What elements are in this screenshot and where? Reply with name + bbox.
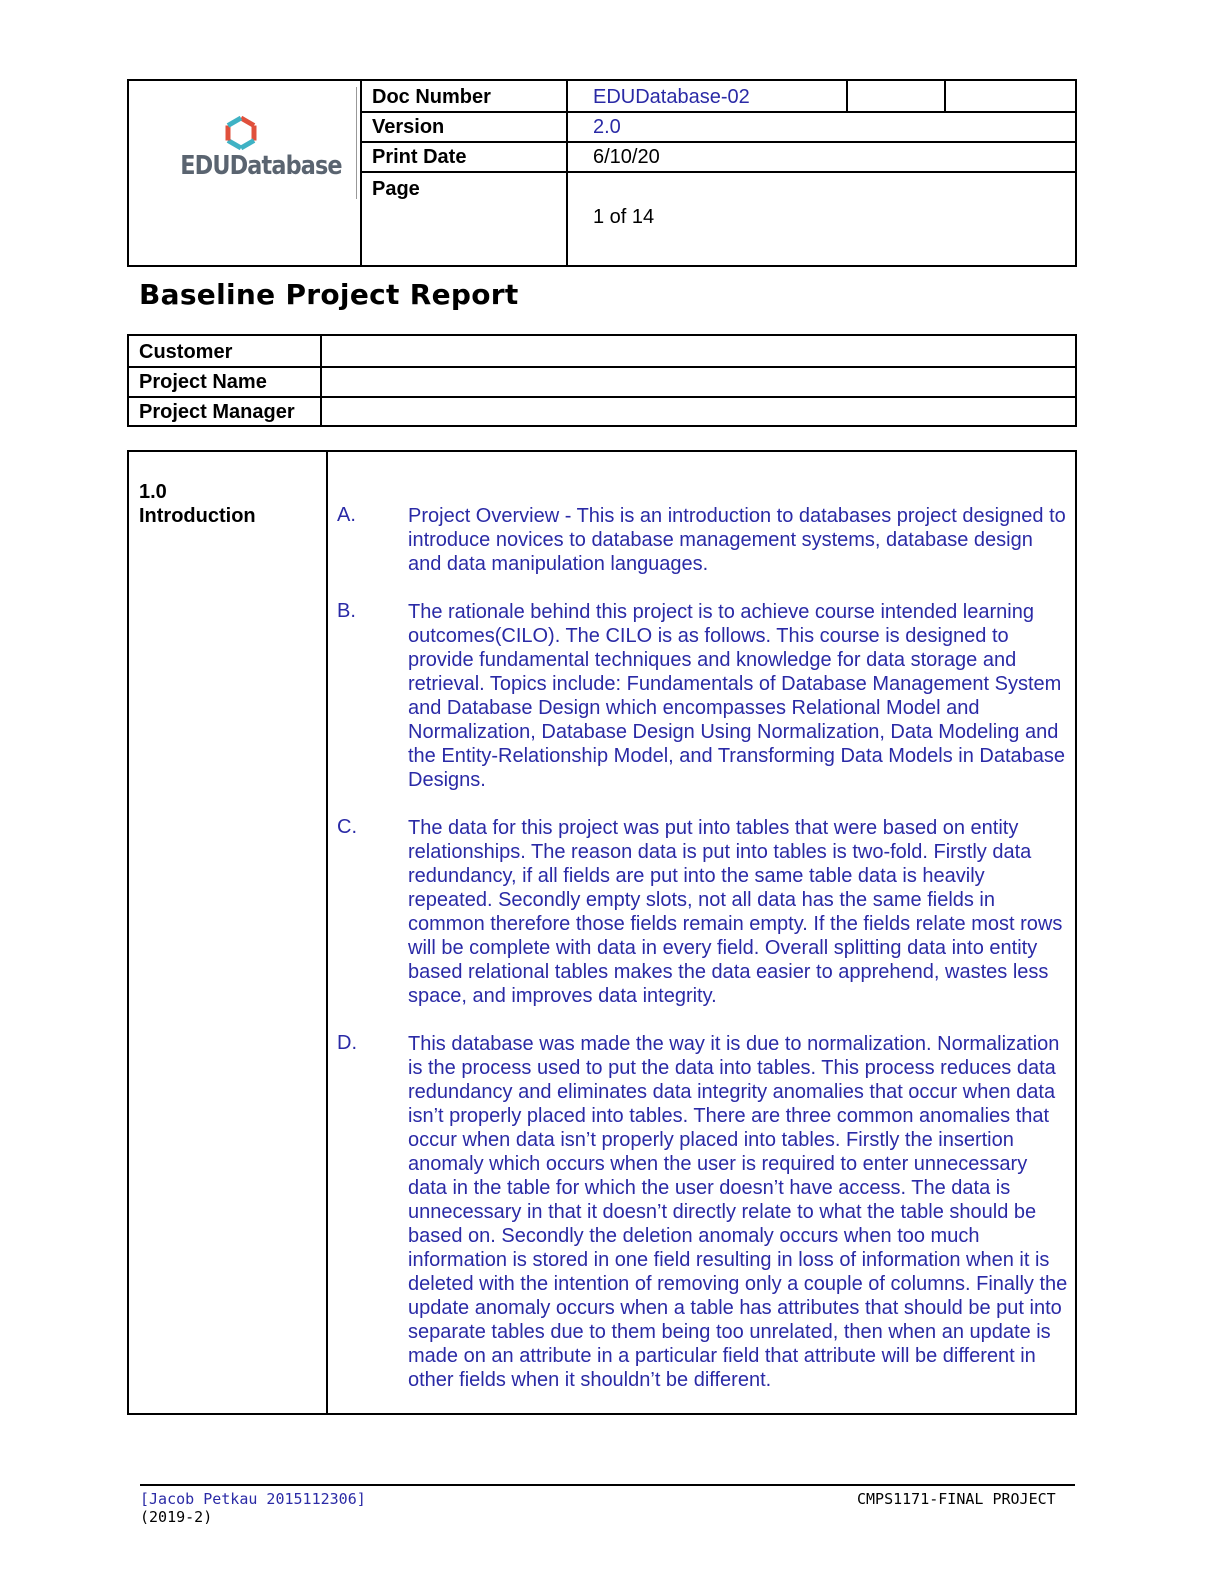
document-header-table: [127, 79, 1077, 267]
project-name-row: [129, 366, 1075, 398]
print-date-row: [362, 141, 1075, 173]
introduction-section-table: [127, 450, 1077, 1415]
print-date-label: Print Date: [372, 146, 467, 168]
item-letter-a: A.: [337, 504, 356, 526]
item-letter-d: D.: [337, 1032, 357, 1054]
footer-author: [Jacob Petkau 2015112306]: [140, 1490, 366, 1508]
item-letter-b: B.: [337, 600, 356, 622]
page-row: [362, 171, 1075, 265]
footer-course: CMPS1171-FINAL PROJECT: [857, 1490, 1056, 1508]
section-heading: [139, 480, 256, 528]
footer-divider: [140, 1484, 1075, 1486]
doc-number-value: EDUDatabase-02: [593, 86, 750, 108]
item-text-b: The rationale behind this project is to achieve course intended learning outcomes(CILO). The CILO is as follows. This course is designed to provide fundamental techniques and knowledge for data storage and retrieval. Topics include: Fundamentals of Database Management System and Database Design which encompasses Relational Model and Normalization, Database Design Using Normalization, Data Modeling and the Entity-Relationship Model, and Transforming Data Models in Database Designs.: [408, 601, 1066, 791]
version-value: 2.0: [593, 116, 621, 138]
item-text-d: This database was made the way it is due to normalization. Normalization is the process used to put the data into tables. This process reduces data redundancy and eliminates data integrity anomalies that occur when data isn’t properly placed into tables. There are three common anomalies that occur when data isn’t properly placed into tables. Firstly the insertion anomaly which occurs when the user is required to enter unnecessary data in the table for which the user doesn’t have access. The data is unnecessary in that it doesn’t directly relate to what the table should be based on. Secondly the deletion anomaly occurs when too much information is stored in one field resulting in loss of information when it is deleted with the intention of removing only a couple of columns. Finally the update anomaly occurs when a table has attributes that should be put into separate tables due to them being too unrelated, then when an update is made on an attribute in a particular field that attribute will be different in other fields when it shouldn’t be different.: [408, 1033, 1068, 1391]
logo-text: EDUDatabase: [180, 151, 342, 181]
project-manager-row: [129, 396, 1075, 426]
page-label: Page: [372, 178, 420, 200]
print-date-value: 6/10/20: [593, 146, 660, 168]
logo-cell: [129, 81, 362, 265]
version-row: [362, 111, 1075, 143]
section-number: 1.0: [139, 481, 167, 503]
customer-label: Customer: [139, 341, 233, 363]
item-text-c: The data for this project was put into tables that were based on entity relationships. The reason data is put into tables is two-fold. Firstly data redundancy, if all fields are put into the same table data is heavily repeated. Secondly empty slots, not all data has the same fields in common therefore those fields remain empty. If the fields relate most rows will be complete with data in every field. Overall splitting data into entity based relational tables makes the data easier to apprehend, wastes less space, and improves data integrity.: [408, 817, 1063, 1007]
logo-icon: [223, 115, 259, 151]
customer-row: [129, 336, 1075, 368]
section-name: Introduction: [139, 505, 256, 527]
item-text-a: Project Overview - This is an introduction to databases project designed to introduce novices to database management systems, database design and data manipulation languages.: [408, 505, 1066, 575]
footer-term: (2019-2): [140, 1508, 213, 1526]
version-label: Version: [372, 116, 445, 138]
project-manager-label: Project Manager: [139, 401, 295, 423]
project-info-table: [127, 334, 1077, 427]
project-name-label: Project Name: [139, 371, 267, 393]
item-letter-c: C.: [337, 816, 357, 838]
doc-number-label: Doc Number: [372, 86, 491, 108]
doc-number-row: [362, 81, 1075, 113]
page-value: 1 of 14: [593, 206, 655, 228]
report-title: Baseline Project Report: [139, 278, 519, 311]
